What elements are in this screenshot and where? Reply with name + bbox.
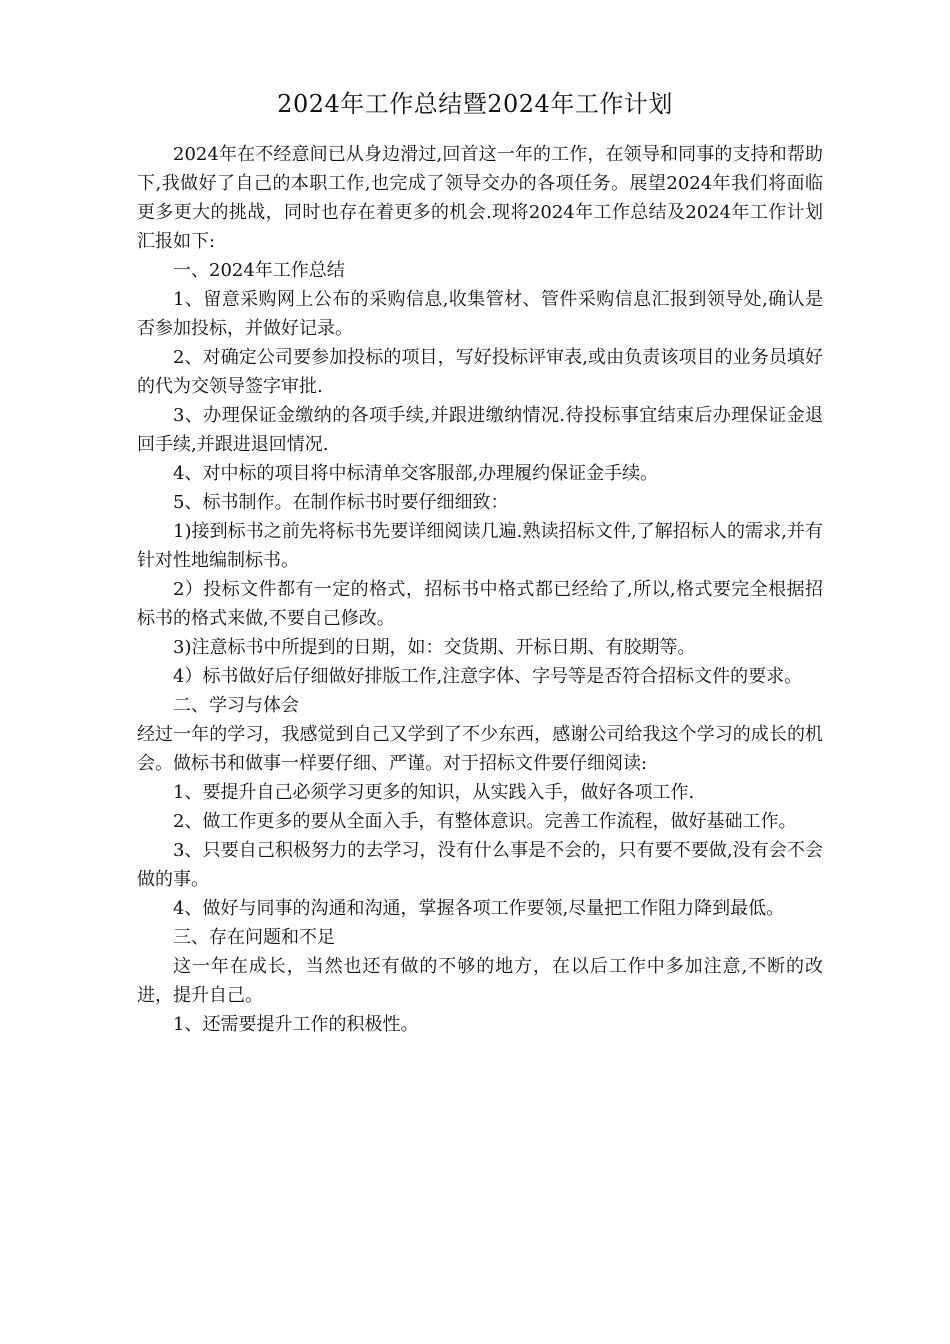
paragraph: 这一年在成长，当然也还有做的不够的地方，在以后工作中多加注意,不断的改进，提升自己。	[137, 956, 823, 1006]
paragraph: 2、对确定公司要参加投标的项目，写好投标评审表,或由负责该项目的业务员填好的代为交领导签字审批.	[137, 347, 823, 397]
paragraph: 一、2024年工作总结	[173, 260, 345, 281]
paragraph: 1)接到标书之前先将标书先要详细阅读几遍.熟读招标文件,了解招标人的需求,并有针对性地编制标书。	[137, 521, 823, 571]
document-body	[137, 140, 823, 1039]
paragraph: 1、要提升自己必须学习更多的知识，从实践入手，做好各项工作.	[173, 782, 695, 803]
paragraph: 二、学习与体会	[173, 695, 299, 716]
paragraph: 三、存在问题和不足	[173, 927, 335, 948]
paragraph: 4、对中标的项目将中标清单交客服部,办理履约保证金手续。	[173, 463, 659, 484]
paragraph: 3、办理保证金缴纳的各项手续,并跟进缴纳情况.待投标事宜结束后办理保证金退回手续,并跟进退回情况.	[137, 405, 823, 455]
paragraph: 经过一年的学习，我感觉到自己又学到了不少东西，感谢公司给我这个学习的成长的机会。做标书和做事一样要仔细、严谨。对于招标文件要仔细阅读:	[137, 724, 823, 774]
paragraph: 2、做工作更多的要从全面入手，有整体意识。完善工作流程，做好基础工作。	[173, 811, 797, 832]
paragraph: 3)注意标书中所提到的日期，如：交货期、开标日期、有胶期等。	[173, 637, 696, 658]
paragraph: 1、留意采购网上公布的采购信息,收集管材、管件采购信息汇报到领导处,确认是否参加投标，并做好记录。	[137, 289, 823, 339]
paragraph: 1、还需要提升工作的积极性。	[173, 1014, 419, 1035]
paragraph: 2）投标文件都有一定的格式，招标书中格式都已经给了,所以,格式要完全根据招标书的格式来做,不要自己修改。	[137, 579, 823, 629]
paragraph: 4、做好与同事的沟通和沟通，掌握各项工作要领,尽量把工作阻力降到最低。	[173, 898, 785, 919]
paragraph: 2024年在不经意间已从身边滑过,回首这一年的工作，在领导和同事的支持和帮助下,我做好了自己的本职工作,也完成了领导交办的各项任务。展望2024年我们将面临更多更大的挑战，同时也存在着更多的机会.现将2024年工作总结及2024年工作计划汇报如下:	[137, 144, 823, 252]
paragraph: 3、只要自己积极努力的去学习，没有什么事是不会的，只有要不要做,没有会不会做的事。	[137, 840, 823, 890]
paragraph: 4）标书做好后仔细做好排版工作,注意字体、字号等是否符合招标文件的要求。	[173, 666, 803, 687]
document-title: 2024年工作总结暨2024年工作计划	[277, 90, 673, 118]
paragraph: 5、标书制作。在制作标书时要仔细细致：	[173, 492, 509, 513]
